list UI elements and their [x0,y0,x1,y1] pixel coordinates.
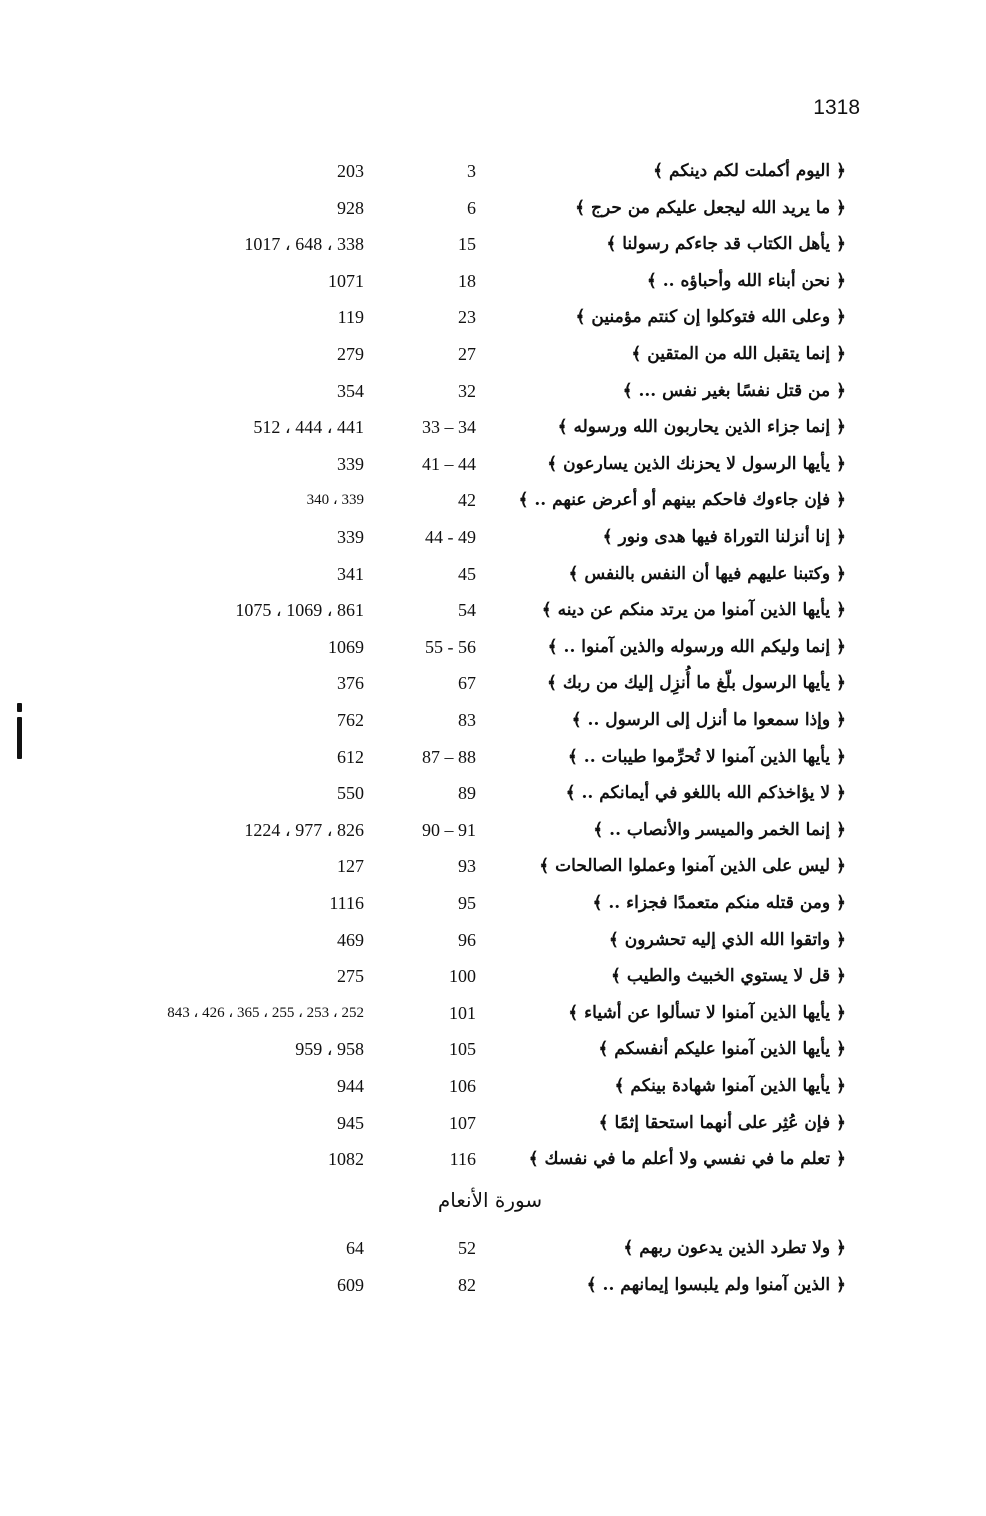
table-row [0,156,986,186]
ayah-number: 90 – 91 [422,820,476,840]
verse-text: ﴿ يأيها الذين آمنوا لا تُحرِّموا طيبات .. ﴾ [567,747,846,767]
ayah-number: 106 [449,1076,476,1096]
ayah-number: 83 [458,710,476,730]
table-row [0,339,986,369]
ayah-number: 27 [458,344,476,364]
page-number: 1318 [813,96,860,119]
table-row [0,266,986,296]
page-references: 203 [337,161,364,181]
verse-text: ﴿ نحن أبناء الله وأحباؤه .. ﴾ [646,271,846,291]
section-title: سورة الأنعام [437,1188,543,1212]
page-references: 354 [337,381,364,401]
table-row [0,595,986,625]
verse-text: ﴿ يأيها الذين آمنوا عليكم أنفسكم ﴾ [598,1039,846,1059]
verse-text: ﴿ من قتل نفسًا بغير نفس ... ﴾ [622,381,846,401]
page-references: 338 ، 648 ، 1017 [244,234,364,254]
verse-text: ﴿ إنما يتقبل الله من المتقين ﴾ [631,344,846,364]
table-row [0,1034,986,1064]
verse-text: ﴿ يأهل الكتاب قد جاءكم رسولنا ﴾ [606,234,846,254]
margin-mark-dot [17,703,22,712]
verse-text: ﴿ لا يؤاخذكم الله باللغو في أيمانكم .. ﴾ [565,783,846,803]
verse-text: ﴿ يأيها الرسول بلّغ ما أُنزِل إليك من ربك ﴾ [546,673,846,693]
ayah-number: 105 [449,1039,476,1059]
ayah-number: 6 [467,198,476,218]
verse-text: ﴿ ومن قتله منكم متعمدًا فجزاء .. ﴾ [592,893,846,913]
page-references: 1116 [329,893,364,913]
table-row [0,998,986,1028]
table-row [0,449,986,479]
page-references: 1071 [328,271,364,291]
verse-text: ﴿ فإن عُثِر على أنهما استحقا إثمًا ﴾ [598,1113,846,1133]
table-row [0,1108,986,1138]
verse-text: ﴿ يأيها الرسول لا يحزنك الذين يسارعون ﴾ [547,454,846,474]
verse-text: ﴿ واتقوا الله الذي إليه تحشرون ﴾ [608,930,846,950]
ayah-number: 116 [449,1149,476,1169]
page-references: 275 [337,966,364,986]
table-row [0,1270,986,1300]
page-references: 826 ، 977 ، 1224 [244,820,364,840]
page-references: 762 [337,710,364,730]
ayah-number: 42 [458,490,476,510]
table-row [0,888,986,918]
table-row [0,522,986,552]
ayah-number: 44 - 49 [425,527,476,547]
ayah-number: 100 [449,966,476,986]
ayah-number: 3 [467,161,476,181]
page-references: 469 [337,930,364,950]
verse-text: ﴿ اليوم أكملت لكم دينكم ﴾ [653,161,846,181]
verse-text: ﴿ ما يريد الله ليجعل عليكم من حرج ﴾ [575,198,846,218]
page-references: 376 [337,673,364,693]
ayah-number: 32 [458,381,476,401]
verse-text: ﴿ ولا تطرد الذين يدعون ربهم ﴾ [623,1238,846,1258]
page-references: 339 [337,527,364,547]
verse-text: ﴿ يأيها الذين آمنوا لا تسألوا عن أشياء ﴾ [568,1003,846,1023]
page-references: 441 ، 444 ، 512 [253,417,364,437]
page-references: 861 ، 1069 ، 1075 [235,600,364,620]
ayah-number: 107 [449,1113,476,1133]
table-row [0,229,986,259]
ayah-number: 101 [449,1003,476,1023]
page-references: 944 [337,1076,364,1096]
table-row [0,1144,986,1174]
ayah-number: 54 [458,600,476,620]
page-references: 339 ، 340 [306,492,364,508]
page-references: 64 [346,1238,364,1258]
ayah-number: 45 [458,564,476,584]
table-row [0,193,986,223]
page-references: 252 ، 253 ، 255 ، 365 ، 426 ، 843 [167,1005,364,1021]
table-row [0,1071,986,1101]
verse-text: ﴿ وعلى الله فتوكلوا إن كنتم مؤمنين ﴾ [575,307,846,327]
ayah-number: 55 - 56 [425,637,476,657]
verse-text: ﴿ إنا أنزلنا التوراة فيها هدى ونور ﴾ [602,527,846,547]
table-row [0,376,986,406]
page-references: 127 [337,856,364,876]
table-row [0,961,986,991]
page-references: 945 [337,1113,364,1133]
page-references: 341 [337,564,364,584]
table-row [0,412,986,442]
table-row [0,302,986,332]
ayah-number: 96 [458,930,476,950]
page-references: 928 [337,198,364,218]
page-references: 609 [337,1275,364,1295]
table-row [0,742,986,772]
page-references: 339 [337,454,364,474]
ayah-number: 89 [458,783,476,803]
page-references: 279 [337,344,364,364]
verse-text: ﴿ إنما جزاء الذين يحاربون الله ورسوله ﴾ [557,417,846,437]
verse-text: ﴿ الذين آمنوا ولم يلبسوا إيمانهم .. ﴾ [586,1275,846,1295]
page-references: 612 [337,747,364,767]
page-references: 1069 [328,637,364,657]
verse-text: ﴿ ليس على الذين آمنوا وعملوا الصالحات ﴾ [539,856,846,876]
table-row [0,485,986,515]
table-row [0,778,986,808]
ayah-number: 95 [458,893,476,913]
table-row [0,632,986,662]
ayah-number: 23 [458,307,476,327]
table-row [0,668,986,698]
verse-text: ﴿ إنما الخمر والميسر والأنصاب .. ﴾ [593,820,846,840]
table-row [0,815,986,845]
ayah-number: 67 [458,673,476,693]
verse-text: ﴿ يأيها الذين آمنوا شهادة بينكم ﴾ [614,1076,846,1096]
ayah-number: 52 [458,1238,476,1258]
ayah-number: 82 [458,1275,476,1295]
page-references: 119 [337,307,364,327]
verse-text: ﴿ وإذا سمعوا ما أنزل إلى الرسول .. ﴾ [571,710,846,730]
page-references: 550 [337,783,364,803]
page-references: 1082 [328,1149,364,1169]
page-references: 958 ، 959 [295,1039,364,1059]
table-row [0,1233,986,1263]
ayah-number: 41 – 44 [422,454,476,474]
verse-text: ﴿ إنما وليكم الله ورسوله والذين آمنوا .. ﴾ [547,637,846,657]
ayah-number: 18 [458,271,476,291]
verse-text: ﴿ يأيها الذين آمنوا من يرتد منكم عن دينه ﴾ [541,600,846,620]
table-row [0,705,986,735]
ayah-number: 15 [458,234,476,254]
margin-mark-bar [17,717,22,759]
margin-mark [17,703,22,759]
ayah-number: 93 [458,856,476,876]
verse-text: ﴿ وكتبنا عليهم فيها أن النفس بالنفس ﴾ [568,564,846,584]
verse-text: ﴿ فإن جاءوك فاحكم بينهم أو أعرض عنهم .. ﴾ [518,490,846,510]
ayah-number: 33 – 34 [422,417,476,437]
ayah-number: 87 – 88 [422,747,476,767]
table-row [0,559,986,589]
verse-text: ﴿ تعلم ما في نفسي ولا أعلم ما في نفسك ﴾ [528,1149,846,1169]
verse-text: ﴿ قل لا يستوي الخبيث والطيب ﴾ [611,966,846,986]
table-row [0,851,986,881]
table-row [0,925,986,955]
